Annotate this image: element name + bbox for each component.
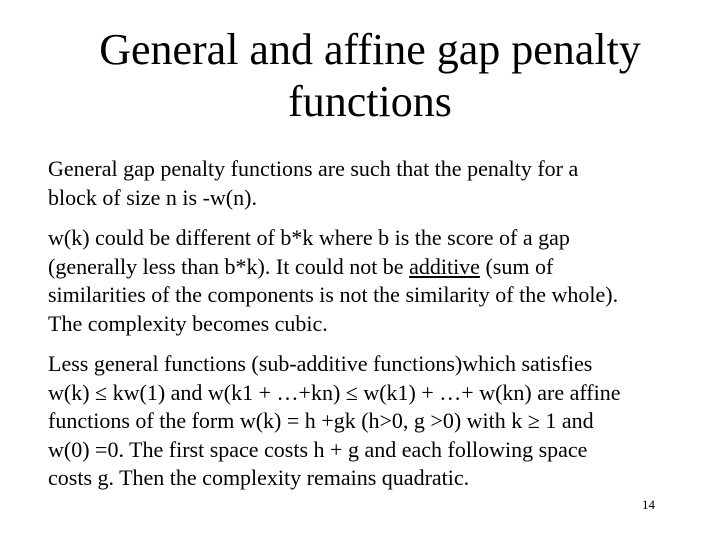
text-line [48,253,698,282]
text-line: The complexity becomes cubic. [48,310,328,336]
paragraph-wk-complexity [48,224,698,338]
title-line-2: functions [288,77,452,126]
text-line: functions of the form w(k) = h +gk (h>0, g >0) with k ≥ 1 and [48,408,594,433]
slide-body [48,155,698,493]
text-segment: (sum of [479,253,554,279]
paragraph-affine-functions [48,350,698,493]
page-number: 14 [642,497,655,512]
text-line: w(k) could be different of b*k where b is the score of a gap [48,225,570,250]
text-line: block of size n is -w(n). [48,184,257,210]
text-line: Less general functions (sub-additive functions)which satisfies [48,351,593,376]
text-line: General gap penalty functions are such that the penalty for a [48,156,579,181]
paragraph-general-gap-penalty [48,155,698,212]
text-segment: (generally less than b*k). It could not be [48,253,410,279]
underlined-term-additive: additive [409,253,480,279]
text-line: w(0) =0. The first space costs h + g and each following space [48,436,588,462]
text-line: costs g. Then the complexity remains quadratic. [48,465,470,490]
title-line-1: General and affine gap penalty [99,25,641,74]
text-line: similarities of the components is not the similarity of the whole). [48,282,619,307]
slide-title [60,24,680,128]
text-line: w(k) ≤ kw(1) and w(k1 + …+kn) ≤ w(k1) + …+ w(kn) are affine [48,379,621,405]
